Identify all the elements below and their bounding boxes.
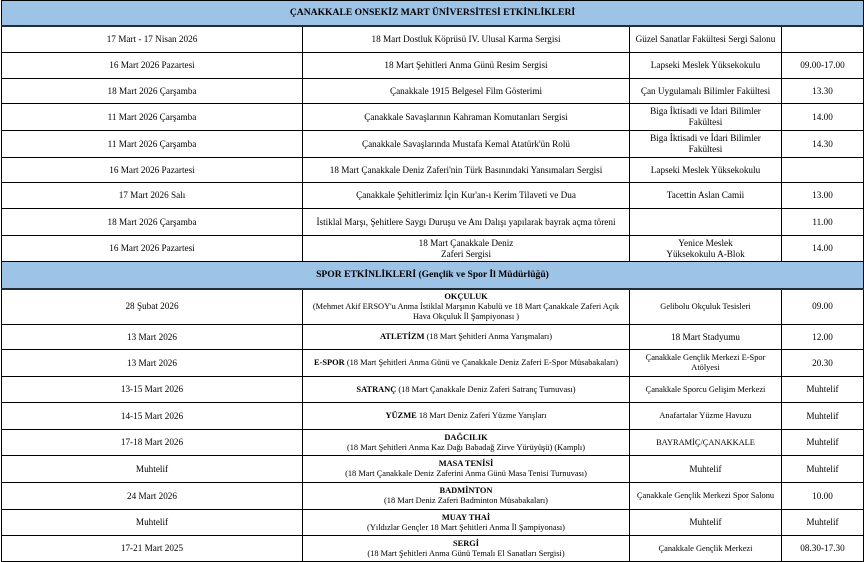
sport-event [303,289,630,325]
event-name: İstiklal Marşı, Şehitlere Saygı Duruşu ve Anı Dalışı yapılarak bayrak açma töreni [303,209,630,236]
sport-detail: (18 Mart Şehitleri Anma Kaz Dağı Babadağ Zirve Yürüyüşü) (Kamplı) [346,442,586,452]
sport-name: DAĞCILIK [444,432,488,442]
sport-detail: (18 Mart Şehitleri Anma Günü Temalı El Sanatları Sergisi) [367,548,565,558]
sport-event [303,350,630,377]
sport-date: Muhtelif [2,456,303,483]
event-name: 18 Mart Çanakkale Deniz Zaferi'nin Türk Basınındaki Yansımaları Sergisi [303,158,630,183]
sport-detail: (18 Mart Şehitleri Anma Günü ve Çanakkale Deniz Zaferi E-Spor Müsabakaları) [346,358,618,367]
event-name: Çanakkale Savaşlarının Kahraman Komutanları Sergisi [303,104,630,131]
sport-time: Muhtelif [782,430,864,456]
sport-venue: BAYRAMİÇ/ÇANAKKALE [630,430,782,456]
event-time: 09.00-17.00 [782,53,864,79]
sport-name: MASA TENİSİ [438,459,494,468]
sport-detail: (18 Mart Çanakkale Deniz Zaferini Anma Günü Masa Tenisi Turnuvası) [345,469,587,478]
sport-venue: Çanakkale Gençlik Merkezi E-Spor Atölyesi [630,350,782,377]
sport-venue: Anafartalar Yüzme Havuzu [630,403,782,430]
sport-event [303,483,630,510]
sport-event [303,377,630,403]
event-name: 18 Mart Çanakkale Deniz Zaferi Sergisi [303,236,630,262]
sport-date: 17-21 Mart 2025 [2,536,303,562]
event-date: 11 Mart 2026 Çarşamba [2,104,303,131]
sport-detail: (18 Mart Çanakkale Deniz Zaferi Satranç Turnuvası) [398,384,576,394]
event-venue: Güzel Sanatlar Fakültesi Sergi Salonu [630,26,782,53]
sport-date: 14-15 Mart 2026 [2,403,303,430]
section-title-university: ÇANAKKALE ONSEKİZ MART ÜNİVERSİTESİ ETKİNLİKLERİ [2,1,864,26]
event-time: 14.30 [782,131,864,158]
sport-name: OKÇULUK [444,291,488,301]
table-row [2,510,864,536]
sport-date: Muhtelif [2,510,303,536]
sport-venue: 18 Mart Stadyumu [630,325,782,350]
event-time: 11.00 [782,209,864,236]
table-row [2,79,864,104]
table-row [2,131,864,158]
event-time: 14.00 [782,236,864,262]
event-venue: Yenice Meslek Yüksekokulu A-Blok [630,236,782,262]
sport-time: Muhtelif [782,456,864,483]
event-date: 17 Mart 2026 Salı [2,183,303,209]
sport-time: Muhtelif [782,510,864,536]
table-row [2,536,864,562]
sport-detail: 18 Mart Deniz Zaferi Yüzme Yarışları [418,411,547,420]
events-table [1,0,864,562]
sport-venue: Çanakkale Sporcu Gelişim Merkezi [630,377,782,403]
section-title-sports: SPOR ETKİNLİKLERİ (Gençlik ve Spor İl Müdürlüğü) [2,262,864,289]
event-date: 17 Mart - 17 Nisan 2026 [2,26,303,53]
event-time: 13.00 [782,183,864,209]
sport-name: E-SPOR [314,358,345,367]
sport-name: ATLETİZM [380,332,425,341]
table-row [2,289,864,325]
event-venue: Biga İktisadi ve İdari Bilimler Fakültesi [630,131,782,158]
table-row [2,403,864,430]
sport-venue: Muhtelif [630,510,782,536]
sport-date: 28 Şubat 2026 [2,289,303,325]
event-venue: Çan Uygulamalı Bilimler Fakültesi [630,79,782,104]
sport-time: 10.00 [782,483,864,510]
event-date: 16 Mart 2026 Pazartesi [2,53,303,79]
sport-time: Muhtelif [782,377,864,403]
sport-event [303,325,630,350]
event-date: 16 Mart 2026 Pazartesi [2,158,303,183]
event-time [782,26,864,53]
sport-detail: (18 Mart Şehitleri Anma Yarışmaları) [426,332,552,341]
sport-event [303,403,630,430]
sport-detail: (Yıldızlar Gençler 18 Mart Şehitleri Anma İl Şampiyonası) [367,522,565,532]
sport-venue: Muhtelif [630,456,782,483]
event-date: 16 Mart 2026 Pazartesi [2,236,303,262]
sport-date: 24 Mart 2026 [2,483,303,510]
sport-name: YÜZME [385,411,417,420]
table-row [2,209,864,236]
event-name: Çanakkale 1915 Belgesel Film Gösterimi [303,79,630,104]
event-time: 13.30 [782,79,864,104]
sport-event [303,510,630,536]
event-venue: Lapseki Meslek Yüksekokulu [630,158,782,183]
event-time: 14.00 [782,104,864,131]
event-venue [630,209,782,236]
table-row [2,104,864,131]
event-venue: Biga İktisadi ve İdari Bilimler Fakültesi [630,104,782,131]
sport-date: 13 Mart 2026 [2,350,303,377]
sport-name: MUAY THAİ [441,512,491,522]
sport-event [303,456,630,483]
event-name: Çanakkale Savaşlarında Mustafa Kemal Atatürk'ün Rolü [303,131,630,158]
table-row [2,158,864,183]
event-date: 18 Mart 2026 Çarşamba [2,79,303,104]
event-venue: Lapseki Meslek Yüksekokulu [630,53,782,79]
sport-time: 08.30-17.30 [782,536,864,562]
sport-name: SERGİ [452,538,480,548]
sport-time: Muhtelif [782,403,864,430]
sport-detail: (Mehmet Akif ERSOY'u Anma İstiklal Marşının Kabulü ve 18 Mart Çanakkale Zaferi Açık Hava Okçuluk İl Şampiyonası ) [312,301,620,321]
table-row [2,483,864,510]
event-date: 11 Mart 2026 Çarşamba [2,131,303,158]
event-date: 18 Mart 2026 Çarşamba [2,209,303,236]
table-row [2,236,864,262]
sport-event [303,536,630,562]
event-venue: Tacettin Aslan Camii [630,183,782,209]
event-name: 18 Mart Şehitleri Anma Günü Resim Sergisi [303,53,630,79]
sport-venue: Çanakkale Gençlik Merkezi [630,536,782,562]
table-row [2,26,864,53]
table-row [2,350,864,377]
sport-venue: Gelibolu Okçuluk Tesisleri [630,289,782,325]
event-time [782,158,864,183]
sport-time: 20.30 [782,350,864,377]
table-row [2,430,864,456]
sport-event [303,430,630,456]
event-name: 18 Mart Dostluk Köprüsü IV. Ulusal Karma Sergisi [303,26,630,53]
table-row [2,183,864,209]
table-row [2,456,864,483]
sport-date: 13-15 Mart 2026 [2,377,303,403]
sport-detail: (18 Mart Deniz Zaferi Badminton Müsabakaları) [384,496,548,505]
sport-date: 17-18 Mart 2026 [2,430,303,456]
sport-time: 09.00 [782,289,864,325]
sport-time: 12.00 [782,325,864,350]
event-name: Çanakkale Şehitlerimiz İçin Kur'an-ı Kerim Tilaveti ve Dua [303,183,630,209]
table-row [2,53,864,79]
sport-name: SATRANÇ [356,384,397,394]
table-row [2,377,864,403]
table-row [2,325,864,350]
sport-name: BADMİNTON [439,486,493,495]
sport-venue: Çanakkale Gençlik Merkezi Spor Salonu [630,483,782,510]
sport-date: 13 Mart 2026 [2,325,303,350]
